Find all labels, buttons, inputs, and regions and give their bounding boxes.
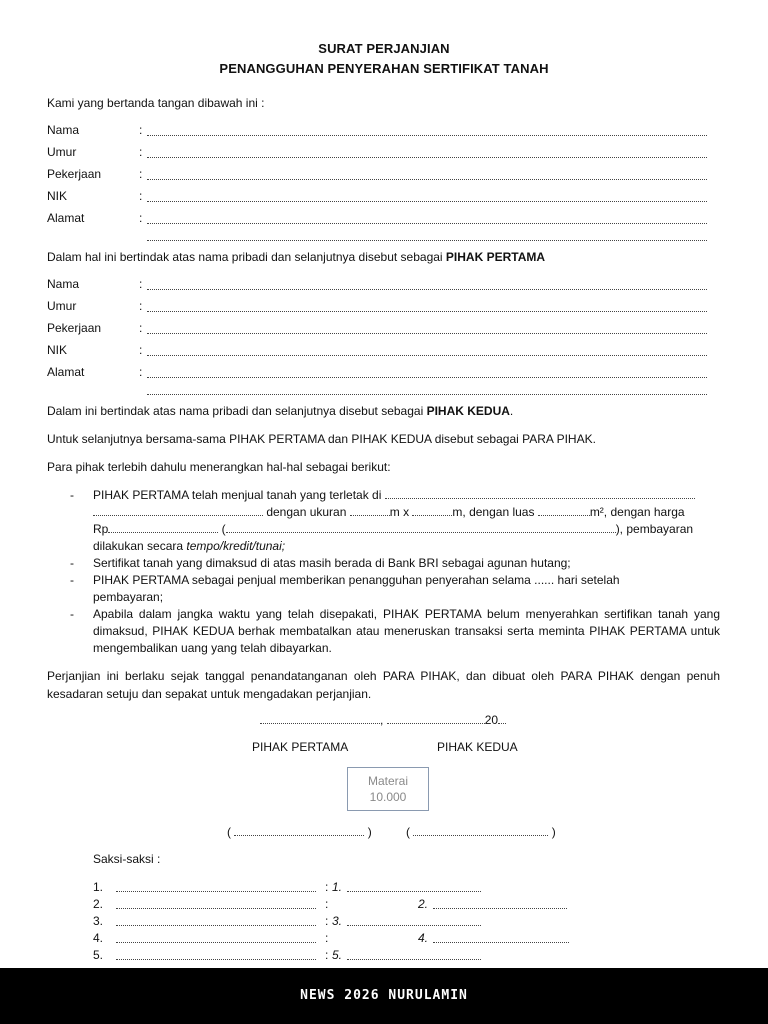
- fill-line-witness-name[interactable]: [116, 942, 316, 943]
- fill-line[interactable]: [147, 377, 707, 378]
- witness-number: 2.: [93, 897, 104, 911]
- item1-text-d: m, dengan luas: [452, 505, 538, 519]
- item1-text-i: dilakukan secara: [93, 539, 187, 553]
- item1-text-rp: Rp: [93, 522, 109, 536]
- party2-suffix: .: [509, 404, 514, 418]
- colon: :: [325, 931, 329, 945]
- field-label: Alamat: [47, 211, 85, 225]
- fill-line-alamat-continued[interactable]: [147, 240, 707, 241]
- closing-statement: Perjanjian ini berlaku sejak tanggal penandatanganan oleh PARA PIHAK, dan dibuat oleh PARA PIHAK dengan penuh kesadaran setuju dan sepakat untuk mengadakan perjanjian.: [47, 669, 720, 701]
- fill-line-year[interactable]: [498, 713, 506, 724]
- date-line: [260, 713, 506, 727]
- fill-line-witness-sign[interactable]: [433, 908, 567, 909]
- materai-stamp-box: [347, 767, 429, 811]
- colon: :: [139, 211, 143, 225]
- form-row-nama-1: [47, 123, 707, 139]
- form-row-umur-2: [47, 299, 707, 315]
- fill-line-price-words[interactable]: [226, 522, 616, 533]
- list-item-2: [70, 555, 720, 572]
- colon: :: [325, 897, 329, 911]
- list-item-1: [70, 487, 720, 557]
- witnesses-label: Saksi-saksi :: [93, 852, 161, 866]
- item1-text-b: dengan ukuran: [263, 505, 350, 519]
- explain-statement: Para pihak terlebih dahulu menerangkan hal-hal sebagai berikut:: [47, 460, 391, 474]
- list-item-text: [93, 487, 720, 555]
- fill-line-witness-name[interactable]: [116, 908, 316, 909]
- intro-text: Kami yang bertanda tangan dibawah ini :: [47, 96, 265, 110]
- colon: :: [325, 948, 329, 962]
- colon: :: [139, 365, 143, 379]
- colon: :: [139, 299, 143, 313]
- bullet-dash: -: [70, 556, 74, 570]
- field-label: Nama: [47, 277, 80, 291]
- witness-row-1: [93, 880, 593, 896]
- item1-text-e: m², dengan harga: [589, 505, 685, 519]
- field-label: NIK: [47, 343, 68, 357]
- colon: :: [139, 321, 143, 335]
- fill-line[interactable]: [147, 289, 707, 290]
- footer-banner: NEWS 2026 NURULAMIN: [0, 968, 768, 1024]
- party1-name: PIHAK PERTAMA: [445, 250, 546, 264]
- together-statement: Untuk selanjutnya bersama-sama PIHAK PERTAMA dan PIHAK KEDUA disebut sebagai PARA PIHAK.: [47, 432, 596, 446]
- colon: :: [139, 189, 143, 203]
- item3-text-a: PIHAK PERTAMA sebagai penjual memberikan penangguhan penyerahan selama: [93, 573, 535, 587]
- item1-text-h: ), pembayaran: [615, 522, 694, 536]
- colon: :: [325, 880, 329, 894]
- fill-line-area[interactable]: [538, 505, 590, 516]
- colon: :: [139, 343, 143, 357]
- list-item-text: Apabila dalam jangka waktu yang telah disepakati, PIHAK PERTAMA belum menyerahkan sertifikan tanah yang dimaksud, PIHAK KEDUA berhak membatalkan atau meneruskan transaksi serta meminta PIHAK PERTAMA untuk mengembalikan uang yang telah dibayarkan.: [93, 607, 720, 655]
- form-row-alamat-1: [47, 211, 707, 227]
- paren-close: ): [367, 825, 372, 839]
- fill-line[interactable]: [147, 333, 707, 334]
- party2-prefix: Dalam ini bertindak atas nama pribadi dan selanjutnya disebut sebagai: [47, 404, 427, 418]
- bullet-dash: -: [70, 488, 74, 502]
- fill-line-witness-name[interactable]: [116, 891, 316, 892]
- fill-line-alamat-continued[interactable]: [147, 394, 707, 395]
- fill-line-signature-name[interactable]: [413, 825, 548, 836]
- witness-number: 4.: [93, 931, 104, 945]
- colon: :: [139, 123, 143, 137]
- item1-text-g: (: [218, 522, 226, 536]
- fill-line[interactable]: [147, 135, 707, 136]
- witness-row-2: [93, 897, 593, 913]
- signature-pihak-pertama: [227, 825, 372, 839]
- item3-text-c: pembayaran;: [93, 590, 164, 604]
- party2-statement: [47, 404, 513, 418]
- colon: :: [139, 145, 143, 159]
- fill-line-length[interactable]: [350, 505, 390, 516]
- fill-line[interactable]: [147, 223, 707, 224]
- colon: :: [139, 167, 143, 181]
- field-label: Pekerjaan: [47, 167, 102, 181]
- form-row-pekerjaan-2: [47, 321, 707, 337]
- party2-name: PIHAK KEDUA: [426, 404, 510, 418]
- witness-row-4: [93, 931, 593, 947]
- colon: :: [325, 914, 329, 928]
- witness-sign-label: 2.: [418, 897, 429, 911]
- materai-label: Materai: [367, 774, 408, 788]
- list-item-3: [70, 572, 720, 606]
- field-label: Umur: [47, 145, 77, 159]
- field-label: Pekerjaan: [47, 321, 102, 335]
- fill-line[interactable]: [147, 201, 707, 202]
- item1-text-a: PIHAK PERTAMA telah menjual tanah yang terletak di: [93, 488, 385, 502]
- document-title: SURAT PERJANJIAN: [318, 41, 450, 56]
- fill-line-signature-name[interactable]: [234, 825, 364, 836]
- field-label: Umur: [47, 299, 77, 313]
- field-label: NIK: [47, 189, 68, 203]
- fill-line[interactable]: [147, 179, 707, 180]
- witness-row-3: [93, 914, 593, 930]
- form-row-nik-2: [47, 343, 707, 359]
- list-item-4: [70, 606, 720, 657]
- date-year: 20: [484, 713, 499, 727]
- form-row-nama-2: [47, 277, 707, 293]
- item1-text-c: m x: [389, 505, 413, 519]
- signature-pihak-kedua: [406, 825, 556, 839]
- witness-sign-label: 3.: [332, 914, 343, 928]
- date-comma: ,: [380, 713, 384, 727]
- fill-line-location-continued[interactable]: [93, 505, 263, 516]
- list-item-text: [93, 572, 720, 606]
- list-item-text: Sertifikat tanah yang dimaksud di atas masih berada di Bank BRI sebagai agunan hutang;: [93, 556, 571, 570]
- fill-line-width[interactable]: [412, 505, 452, 516]
- paren-open: (: [406, 825, 410, 839]
- field-label: Nama: [47, 123, 80, 137]
- fill-line[interactable]: [147, 355, 707, 356]
- sign-label-pihak-pertama: PIHAK PERTAMA: [252, 740, 349, 754]
- fill-line-witness-name[interactable]: [116, 925, 316, 926]
- item3-text-b: hari setelah: [554, 573, 620, 587]
- fill-line-witness-name[interactable]: [116, 959, 316, 960]
- party1-statement: [47, 250, 545, 264]
- witness-sign-label: 1.: [332, 880, 343, 894]
- bullet-dash: -: [70, 573, 74, 587]
- form-row-umur-1: [47, 145, 707, 161]
- witness-number: 3.: [93, 914, 104, 928]
- sign-label-pihak-kedua: PIHAK KEDUA: [437, 740, 518, 754]
- field-label: Alamat: [47, 365, 85, 379]
- form-row-nik-1: [47, 189, 707, 205]
- witness-number: 1.: [93, 880, 104, 894]
- fill-line[interactable]: [147, 157, 707, 158]
- paren-open: (: [227, 825, 231, 839]
- fill-line[interactable]: [147, 311, 707, 312]
- witness-sign-label: 5.: [332, 948, 343, 962]
- fill-line-price[interactable]: [108, 522, 218, 533]
- witness-row-5: [93, 948, 593, 964]
- form-row-pekerjaan-1: [47, 167, 707, 183]
- fill-line-place[interactable]: [260, 713, 380, 724]
- fill-line-witness-sign[interactable]: [433, 942, 569, 943]
- fill-line-witness-sign[interactable]: [347, 925, 481, 926]
- document-subtitle: PENANGGUHAN PENYERAHAN SERTIFIKAT TANAH: [219, 61, 549, 76]
- item3-days-dots[interactable]: ......: [534, 573, 555, 587]
- colon: :: [139, 277, 143, 291]
- paren-close: ): [551, 825, 556, 839]
- witness-number: 5.: [93, 948, 104, 962]
- fill-line-date[interactable]: [387, 713, 485, 724]
- party1-prefix: Dalam hal ini bertindak atas nama pribadi dan selanjutnya disebut sebagai: [47, 250, 446, 264]
- fill-line-witness-sign[interactable]: [347, 959, 481, 960]
- materai-value: 10.000: [369, 790, 407, 804]
- item1-payment-method: tempo/kredit/tunai;: [186, 539, 286, 553]
- form-row-alamat-2: [47, 365, 707, 381]
- witness-sign-label: 4.: [418, 931, 429, 945]
- fill-line-witness-sign[interactable]: [347, 891, 481, 892]
- fill-line-location[interactable]: [385, 488, 695, 499]
- bullet-dash: -: [70, 607, 74, 621]
